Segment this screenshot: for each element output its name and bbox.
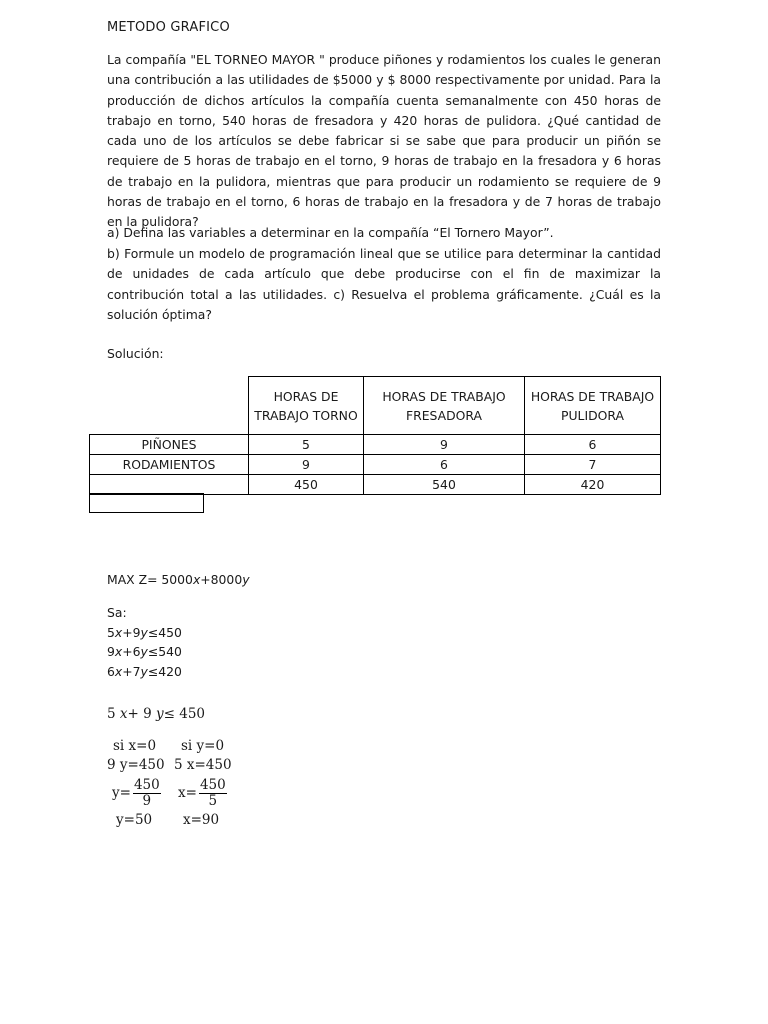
equation-x: 5 x=450 <box>174 757 232 773</box>
objective-function: MAX Z= 5000x+8000y <box>107 572 250 587</box>
condition-y0: si y=0 <box>181 738 225 754</box>
table-row-label <box>90 475 249 495</box>
table-cell: 6 <box>364 455 525 475</box>
question-a: a) Defina las variables a determinar en la compañía “El Tornero Mayor”. <box>107 225 554 240</box>
table-row-label: PIÑONES <box>90 435 249 455</box>
table-header-cell: HORAS DE TRABAJO TORNO <box>249 377 364 435</box>
result-x: x=90 <box>183 812 220 828</box>
table-cell: 9 <box>364 435 525 455</box>
problem-statement: La compañía "EL TORNEO MAYOR " produce piñones y rodamientos los cuales le generan una contribución a las utilidades de $5000 y $ 8000 respectivamente por unidad. Para la producción de dichos artículos la compañía cuenta semanalmente con 450 horas de trabajo en torno, 540 horas de fresadora y 420 horas de pulidora. ¿Qué cantidad de cada uno de los artículos se debe fabricar si se sabe que para producir un piñón se requiere de 5 horas de trabajo en el torno, 9 horas de trabajo en la fresadora y 6 horas de trabajo en la pulidora, mientras que para producir un rodamiento se requiere de 9 horas de trabajo en el torno, 6 horas de trabajo en la fresadora y de 7 horas de trabajo en la pulidora? <box>107 52 661 230</box>
table-cell: 7 <box>525 455 661 475</box>
questions <box>107 223 661 326</box>
table-corner-cell <box>90 377 249 435</box>
table-header-cell: HORAS DE TRABAJO PULIDORA <box>525 377 661 435</box>
table-header-cell: HORAS DE TRABAJO FRESADORA <box>364 377 525 435</box>
constraint-2: 9x+6y≤540 <box>107 644 182 659</box>
constraint-3: 6x+7y≤420 <box>107 663 182 679</box>
table-cell: 450 <box>249 475 364 495</box>
result-y: y=50 <box>116 812 153 828</box>
table-row-label: RODAMIENTOS <box>90 455 249 475</box>
table-cell: 5 <box>249 435 364 455</box>
table-cell: 420 <box>525 475 661 495</box>
document-title: METODO GRAFICO <box>107 20 230 35</box>
table-cell: 9 <box>249 455 364 475</box>
constraints-label: Sa: <box>107 605 127 620</box>
solution-label: Solución: <box>107 346 164 361</box>
equation-y: 9 y=450 <box>107 757 165 773</box>
condition-x0: si x=0 <box>113 738 157 754</box>
derivation-left <box>107 737 165 830</box>
question-bc: b) Formule un modelo de programación lineal que se utilice para determinar la cantidad de unidades de cada artículo que debe producirse con el fin de maximizar la contribución total a las utilidades. c) Resuelva el problema gráficamente. ¿Cuál es la solución óptima? <box>107 245 661 322</box>
table-row <box>90 435 661 455</box>
fraction-y: y= $\frac{450}{9}$ <box>112 776 160 809</box>
table-header-row <box>90 377 661 435</box>
constraint-1: 5x+9y≤450 <box>107 624 182 640</box>
main-inequality: 5 x+ 9 y≤ 450 <box>107 706 206 722</box>
table-cell: 6 <box>525 435 661 455</box>
table-cell: 540 <box>364 475 525 495</box>
data-table <box>89 376 661 495</box>
constraints <box>107 603 182 681</box>
table-row <box>90 455 661 475</box>
table-row <box>90 475 661 495</box>
empty-box <box>89 493 204 513</box>
fraction-x: x= $\frac{450}{5}$ <box>178 776 226 809</box>
derivation-right <box>174 737 232 830</box>
